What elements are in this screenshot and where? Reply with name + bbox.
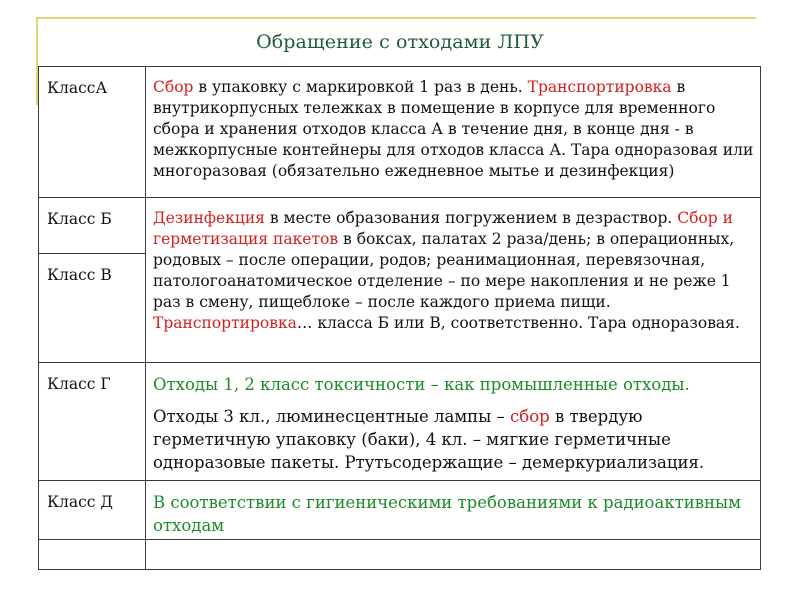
class-g-label: Класс Г [39, 363, 146, 481]
table-row-empty [39, 540, 761, 570]
text-segment: Транспортировка [153, 314, 297, 332]
class-d-description: В соответствии с гигиеническими требованиями к радиоактивным отходам [146, 481, 761, 540]
text-segment: в упаковку с маркировкой 1 раз в день. [193, 78, 528, 96]
text-segment: в твердую герметичную упаковку (баки), 4 кл. – мягкие герметичные одноразовые пакеты. Ртутьсодержащие – демеркуриализация. [153, 407, 705, 472]
table-row-class-d [39, 481, 761, 540]
class-a-label: КлассА [39, 67, 146, 198]
empty-cell [146, 540, 761, 570]
class-b-label: Класс Б [39, 198, 146, 254]
text-segment: Отходы 3 кл., люминесцентные лампы – [153, 407, 511, 426]
text-segment: Дезинфекция [153, 209, 265, 227]
text-segment: Транспортировка [527, 78, 672, 96]
waste-classes-table [38, 66, 761, 570]
class-g-line-2 [153, 405, 754, 474]
decorative-top-line [36, 17, 756, 19]
table-row-class-b [39, 198, 761, 254]
class-v-label: Класс В [39, 254, 146, 363]
text-segment: в боксах, палатах 2 раза/день; в операционных, родовых – после операции, родов; реанимационная, перевязочная, патологоанатомическое отделение – по мере накопления и не реже 1 раз в смену, пищеблоке – после каждого приема пищи. [153, 230, 735, 311]
class-g-line-1: Отходы 1, 2 класс токсичности – как промышленные отходы. [153, 375, 690, 394]
class-d-label: Класс Д [39, 481, 146, 540]
empty-cell [39, 540, 146, 570]
text-segment: в месте образования погружением в дезраствор. [264, 209, 678, 227]
slide-title: Обращение с отходами ЛПУ [256, 31, 544, 53]
class-g-description [146, 363, 761, 481]
class-a-description [146, 67, 761, 198]
text-segment: … класса Б или В, соответственно. Тара одноразовая. [296, 314, 740, 332]
table-row-class-a [39, 67, 761, 198]
text-segment: в внутрикорпусных тележках в помещение в корпусе для временного сбора и хранения отходов класса А в течение дня, в конце дня - в межкорпусные контейнеры для отходов класса А. Тара одноразовая или многоразовая (обязательно ежедневное мытье и дезинфекция) [153, 78, 754, 180]
text-segment: сбор [510, 407, 550, 426]
table-row-class-g [39, 363, 761, 481]
text-segment: Сбор [153, 78, 194, 96]
class-b-v-description [146, 198, 761, 363]
text-segment: Сбор и герметизация пакетов [153, 209, 733, 248]
